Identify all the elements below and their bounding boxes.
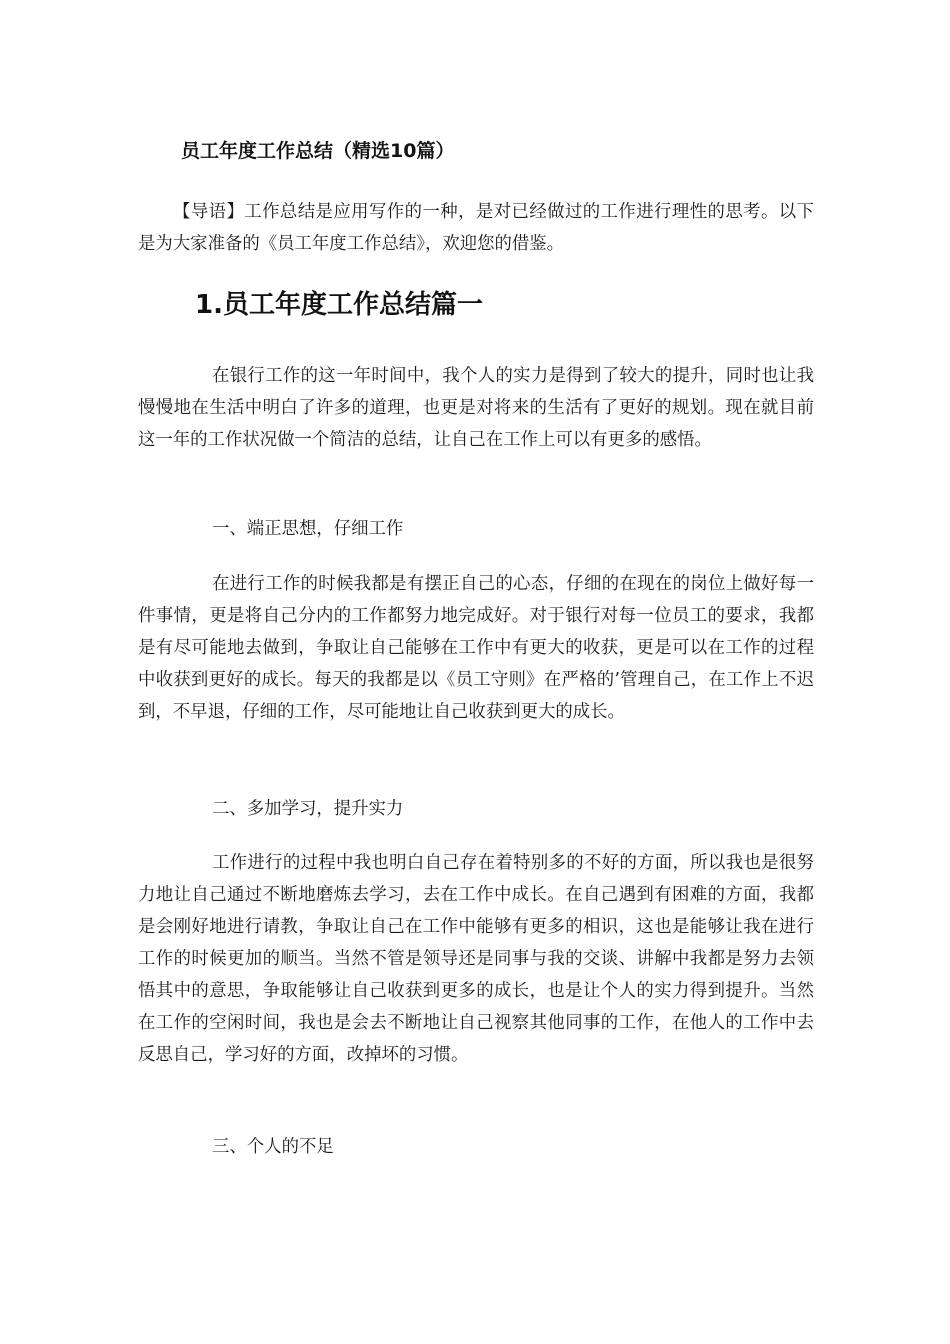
- subheading-3: 三、个人的不足: [212, 1137, 334, 1157]
- section-heading: 1.员工年度工作总结篇一: [195, 290, 483, 320]
- subheading-1: 一、端正思想，仔细工作: [212, 519, 404, 539]
- intro-paragraph: 【导语】工作总结是应用写作的一种，是对已经做过的工作进行理性的思考。以下是为大家准备的《员工年度工作总结》，欢迎您的借鉴。: [138, 202, 814, 254]
- paragraph-2: 在进行工作的时候我都是有摆正自己的心态，仔细的在现在的岗位上做好每一件事情，更是将自己分内的工作都努力地完成好。对于银行对每一位员工的要求，我都是有尽可能地去做到，争取让自己能够在工作中有更大的收获，更是可以在工作的过程中收获到更好的成长。每天的我都是以《员工守则》在严格的’管理自己，在工作上不迟到，不早退，仔细的工作，尽可能地让自己收获到更大的成长。: [138, 574, 814, 722]
- subheading-2: 二、多加学习，提升实力: [212, 799, 404, 819]
- paragraph-3: 工作进行的过程中我也明白自己存在着特别多的不好的方面，所以我也是很努力地让自己通过不断地磨炼去学习，去在工作中成长。在自己遇到有困难的方面，我都是会刚好地进行请教，争取让自己在工作中能够有更多的相识，这也是能够让我在进行工作的时候更加的顺当。当然不管是领导还是同事与我的交谈、讲解中我都是努力去领悟其中的意思，争取能够让自己收获到更多的成长，也是让个人的实力得到提升。当然在工作的空闲时间，我也是会去不断地让自己视察其他同事的工作，在他人的工作中去反思自己，学习好的方面，改掉坏的习惯。: [138, 853, 814, 1065]
- paragraph-1: 在银行工作的这一年时间中，我个人的实力是得到了较大的提升，同时也让我慢慢地在生活中明白了许多的道理，也更是对将来的生活有了更好的规划。现在就目前这一年的工作状况做一个简洁的总结，让自己在工作上可以有更多的感悟。: [138, 366, 814, 450]
- document-title: 员工年度工作总结（精选10篇）: [181, 140, 455, 162]
